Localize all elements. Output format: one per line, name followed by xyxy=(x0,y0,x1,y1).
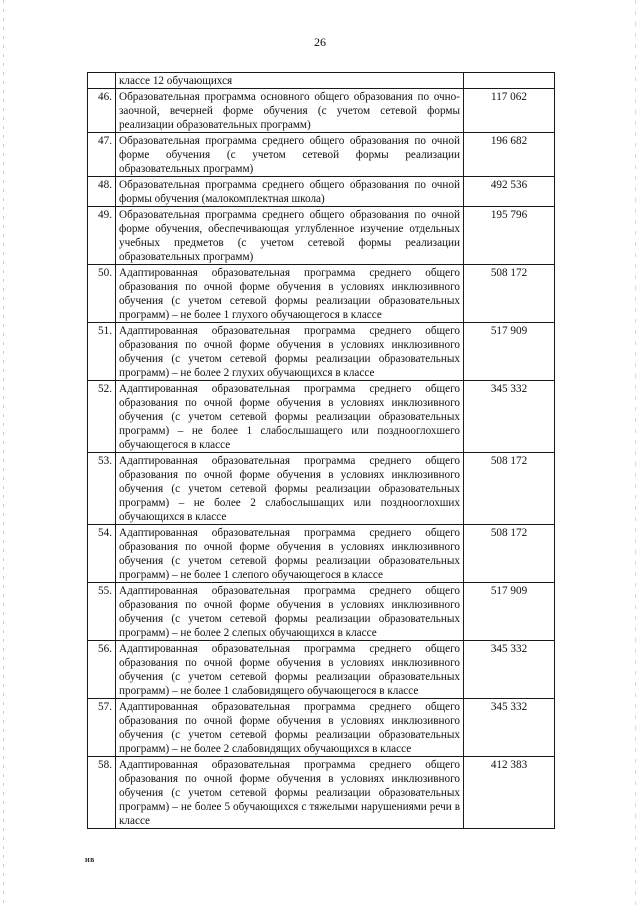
row-number xyxy=(88,73,116,89)
table-row xyxy=(88,265,555,323)
program-description: Адаптированная образовательная программа среднего общего образования по очной форме обучения в условиях инклюзивного обучения (с учетом сетевой формы реализации образовательных программ) – не более 5 обучающихся с тяжелыми нарушениями речи в классе xyxy=(116,757,464,829)
row-number: 54. xyxy=(88,525,116,583)
row-number: 51. xyxy=(88,323,116,381)
table-row xyxy=(88,641,555,699)
row-number: 57. xyxy=(88,699,116,757)
row-number: 49. xyxy=(88,207,116,265)
row-number: 52. xyxy=(88,381,116,453)
program-description: Адаптированная образовательная программа среднего общего образования по очной форме обучения в условиях инклюзивного обучения (с учетом сетевой формы реализации образовательных программ) – не более 1 глухого обучающегося в классе xyxy=(116,265,464,323)
cost-value: 492 536 xyxy=(464,177,555,207)
row-number: 55. xyxy=(88,583,116,641)
program-cost-table xyxy=(87,72,555,829)
cost-value: 517 909 xyxy=(464,583,555,641)
program-description: Адаптированная образовательная программа среднего общего образования по очной форме обучения в условиях инклюзивного обучения (с учетом сетевой формы реализации образовательных программ) – не более 2 слабовидящих обучающихся в классе xyxy=(116,699,464,757)
cost-value: 517 909 xyxy=(464,323,555,381)
table-row xyxy=(88,89,555,133)
program-description: Адаптированная образовательная программа среднего общего образования по очной форме обучения в условиях инклюзивного обучения (с учетом сетевой формы реализации образовательных программ) – не более 1 слабовидящего обучающегося в классе xyxy=(116,641,464,699)
cost-value xyxy=(464,73,555,89)
cost-value: 508 172 xyxy=(464,453,555,525)
row-number: 53. xyxy=(88,453,116,525)
row-number: 48. xyxy=(88,177,116,207)
program-description: Адаптированная образовательная программа среднего общего образования по очной форме обучения в условиях инклюзивного обучения (с учетом сетевой формы реализации образовательных программ) – не более 2 слепых обучающихся в классе xyxy=(116,583,464,641)
page-number: 26 xyxy=(314,35,326,49)
program-description: классе 12 обучающихся xyxy=(116,73,464,89)
program-description: Адаптированная образовательная программа среднего общего образования по очной форме обучения в условиях инклюзивного обучения (с учетом сетевой формы реализации образовательных программ) – не более 2 глухих обучающихся в классе xyxy=(116,323,464,381)
footer-mark: ИВ xyxy=(85,858,95,864)
row-number: 47. xyxy=(88,133,116,177)
cost-value: 345 332 xyxy=(464,699,555,757)
program-description: Адаптированная образовательная программа среднего общего образования по очной форме обучения в условиях инклюзивного обучения (с учетом сетевой формы реализации образовательных программ) – не более 1 слепого обучающегося в классе xyxy=(116,525,464,583)
cost-value: 412 383 xyxy=(464,757,555,829)
cost-value: 508 172 xyxy=(464,525,555,583)
table-row xyxy=(88,525,555,583)
cost-value: 117 062 xyxy=(464,89,555,133)
table-row xyxy=(88,757,555,829)
cost-value: 196 682 xyxy=(464,133,555,177)
row-number: 50. xyxy=(88,265,116,323)
table-row xyxy=(88,207,555,265)
table-row xyxy=(88,381,555,453)
cost-value: 195 796 xyxy=(464,207,555,265)
row-number: 56. xyxy=(88,641,116,699)
scan-edge-right xyxy=(635,0,636,905)
cost-value: 508 172 xyxy=(464,265,555,323)
table-row xyxy=(88,699,555,757)
table-row xyxy=(88,583,555,641)
row-number: 58. xyxy=(88,757,116,829)
program-description: Образовательная программа среднего общего образования по очной форме обучения, обеспечивающая углубленное изучение отдельных учебных предметов (с учетом сетевой формы реализации образовательных программ) xyxy=(116,207,464,265)
table-row xyxy=(88,133,555,177)
program-description: Образовательная программа основного общего образования по очно-заочной, вечерней форме обучения (с учетом сетевой формы реализации образовательных программ) xyxy=(116,89,464,133)
program-description: Адаптированная образовательная программа среднего общего образования по очной форме обучения в условиях инклюзивного обучения (с учетом сетевой формы реализации образовательных программ) – не более 1 слабослышащего или позднооглохшего обучающегося в классе xyxy=(116,381,464,453)
table-row xyxy=(88,177,555,207)
program-description: Адаптированная образовательная программа среднего общего образования по очной форме обучения в условиях инклюзивного обучения (с учетом сетевой формы реализации образовательных программ) – не более 2 слабослышащих или позднооглохших обучающихся в классе xyxy=(116,453,464,525)
program-description: Образовательная программа среднего общего образования по очной формы обучения (малокомплектная школа) xyxy=(116,177,464,207)
cost-value: 345 332 xyxy=(464,381,555,453)
cost-value: 345 332 xyxy=(464,641,555,699)
program-description: Образовательная программа среднего общего образования по очной форме обучения (с учетом сетевой формы реализации образовательных программ) xyxy=(116,133,464,177)
table-body xyxy=(88,73,555,829)
table-row xyxy=(88,453,555,525)
table-row xyxy=(88,323,555,381)
scan-edge-left xyxy=(3,0,4,905)
table-row xyxy=(88,73,555,89)
row-number: 46. xyxy=(88,89,116,133)
